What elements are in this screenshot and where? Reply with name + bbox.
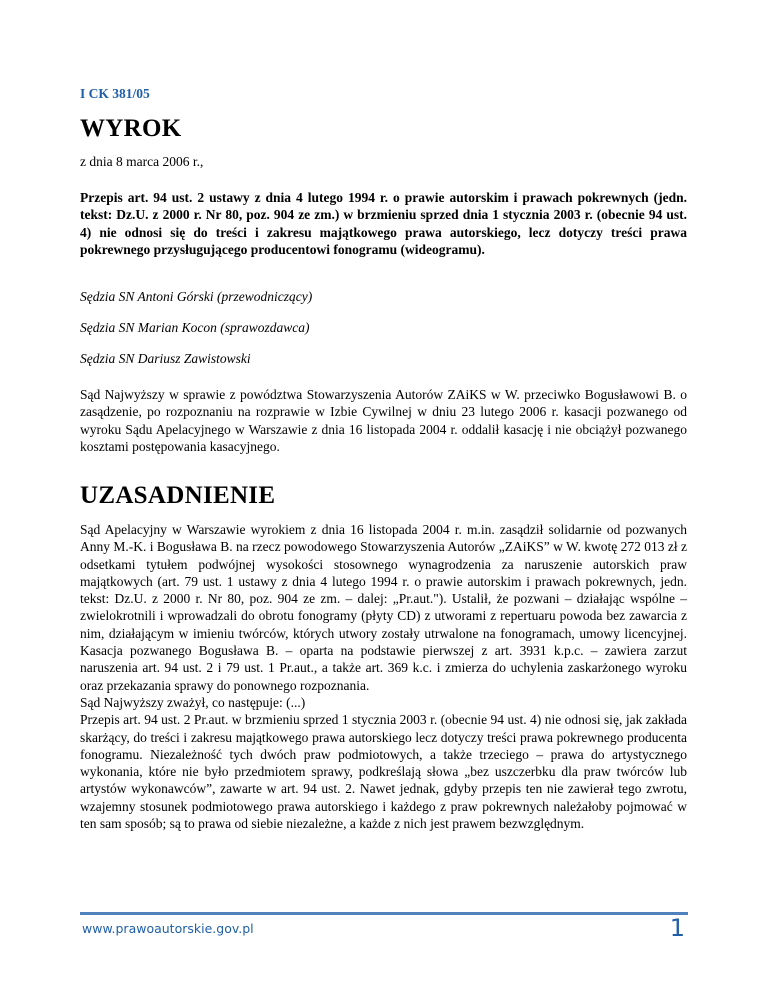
page-number: 1: [669, 914, 685, 942]
judge-rapporteur: Sędzia SN Marian Kocon (sprawozdawca): [80, 320, 310, 335]
footer-divider: [80, 912, 688, 915]
document-title: WYROK: [80, 115, 182, 142]
document-page: [80, 0, 688, 994]
section-title-justification: UZASADNIENIE: [80, 482, 276, 509]
footer-url-link[interactable]: www.prawoautorskie.gov.pl: [82, 921, 254, 936]
judgment-date: z dnia 8 marca 2006 r.,: [80, 154, 204, 169]
judge-presiding: Sędzia SN Antoni Górski (przewodniczący): [80, 289, 313, 304]
ruling-paragraph: Sąd Najwyższy w sprawie z powództwa Stowarzyszenia Autorów ZAiKS w W. przeciwko Bogusławowi B. o zasądzenie, po rozpoznaniu na rozprawie w Izbie Cywilnej w dniu 23 lutego 2006 r. kasacji pozwanego od wyroku Sądu Apelacyjnego w Warszawie z dnia 16 listopada 2004 r. oddalił kasację i nie obciążył pozwanego kosztami postępowania kasacyjnego.: [80, 387, 687, 454]
judge-member: Sędzia SN Dariusz Zawistowski: [80, 351, 251, 366]
case-number: I CK 381/05: [80, 86, 150, 101]
justification-text: Sąd Apelacyjny w Warszawie wyrokiem z dnia 16 listopada 2004 r. m.in. zasądził solidarnie od pozwanych Anny M.-K. i Bogusława B. na rzecz powodowego Stowarzyszenia Autorów „ZAiKS” w W. kwotę 272 013 zł z odsetkami tytułem podwójnej wysokości stosownego wynagrodzenia za naruszenie autorskich praw majątkowych (art. 79 ust. 1 ustawy z dnia 4 lutego 1994 r. o prawie autorskim i prawach pokrewnych, jedn. tekst: Dz.U. z 2000 r. Nr 80, poz. 904 ze zm. – dalej: „Pr.aut."). Ustalił, że pozwani – działając wspólne – zwielokrotnili i wprowadzali do obrotu fonogramy (płyty CD) z utworami z repertuaru powoda bez zawarcia z nim, działającym w imieniu twórców, których utwory zostały utrwalone na fonogramach, umowy licencyjnej. Kasacja pozwanego Bogusława B. – oparta na podstawie pierwszej z art. 3931 k.p.c. – zawiera zarzut naruszenia art. 94 ust. 2 i 79 ust. 1 Pr.aut., a także art. 369 k.c. i zmierza do uchylenia zaskarżonego wyroku oraz przekazania sprawy do ponownego rozpoznania. Sąd Najwyższy zważył, co następuje: (...) Przepis art. 94 ust. 2 Pr.aut. w brzmieniu sprzed 1 stycznia 2003 r. (obecnie 94 ust. 4) nie odnosi się, jak zakłada skarżący, do treści i zakresu majątkowego prawa autorskiego lecz dotyczy treści prawa pokrewnego producenta fonogramu. Niezależność tych dwóch praw podmiotowych, a także trzeciego – prawa do artystycznego wykonania, które nie było przedmiotem sprawy, podkreślają słowa „bez uszczerbku dla praw twórców lub artystów wykonawców”, zawarte w art. 94 ust. 2. Nawet jednak, gdyby przepis ten nie zawierał tego zwrotu, wzajemny stosunek podmiotowego prawa autorskiego i każdego z praw pokrewnych należałoby pojmować w ten sam sposób; są to prawa od siebie niezależne, a każde z nich jest prawem bezwzględnym.: [80, 522, 688, 832]
headnote-thesis: Przepis art. 94 ust. 2 ustawy z dnia 4 lutego 1994 r. o prawie autorskim i prawach pokrewnych (jedn. tekst: Dz.U. z 2000 r. Nr 80, poz. 904 ze zm.) w brzmieniu sprzed dnia 1 stycznia 2003 r. (obecnie 94 ust. 4) nie odnosi się do treści i zakresu majątkowego prawa autorskiego, lecz dotyczy treści prawa pokrewnego przysługującego producentowi fonogramu (wideogramu).: [80, 190, 687, 257]
